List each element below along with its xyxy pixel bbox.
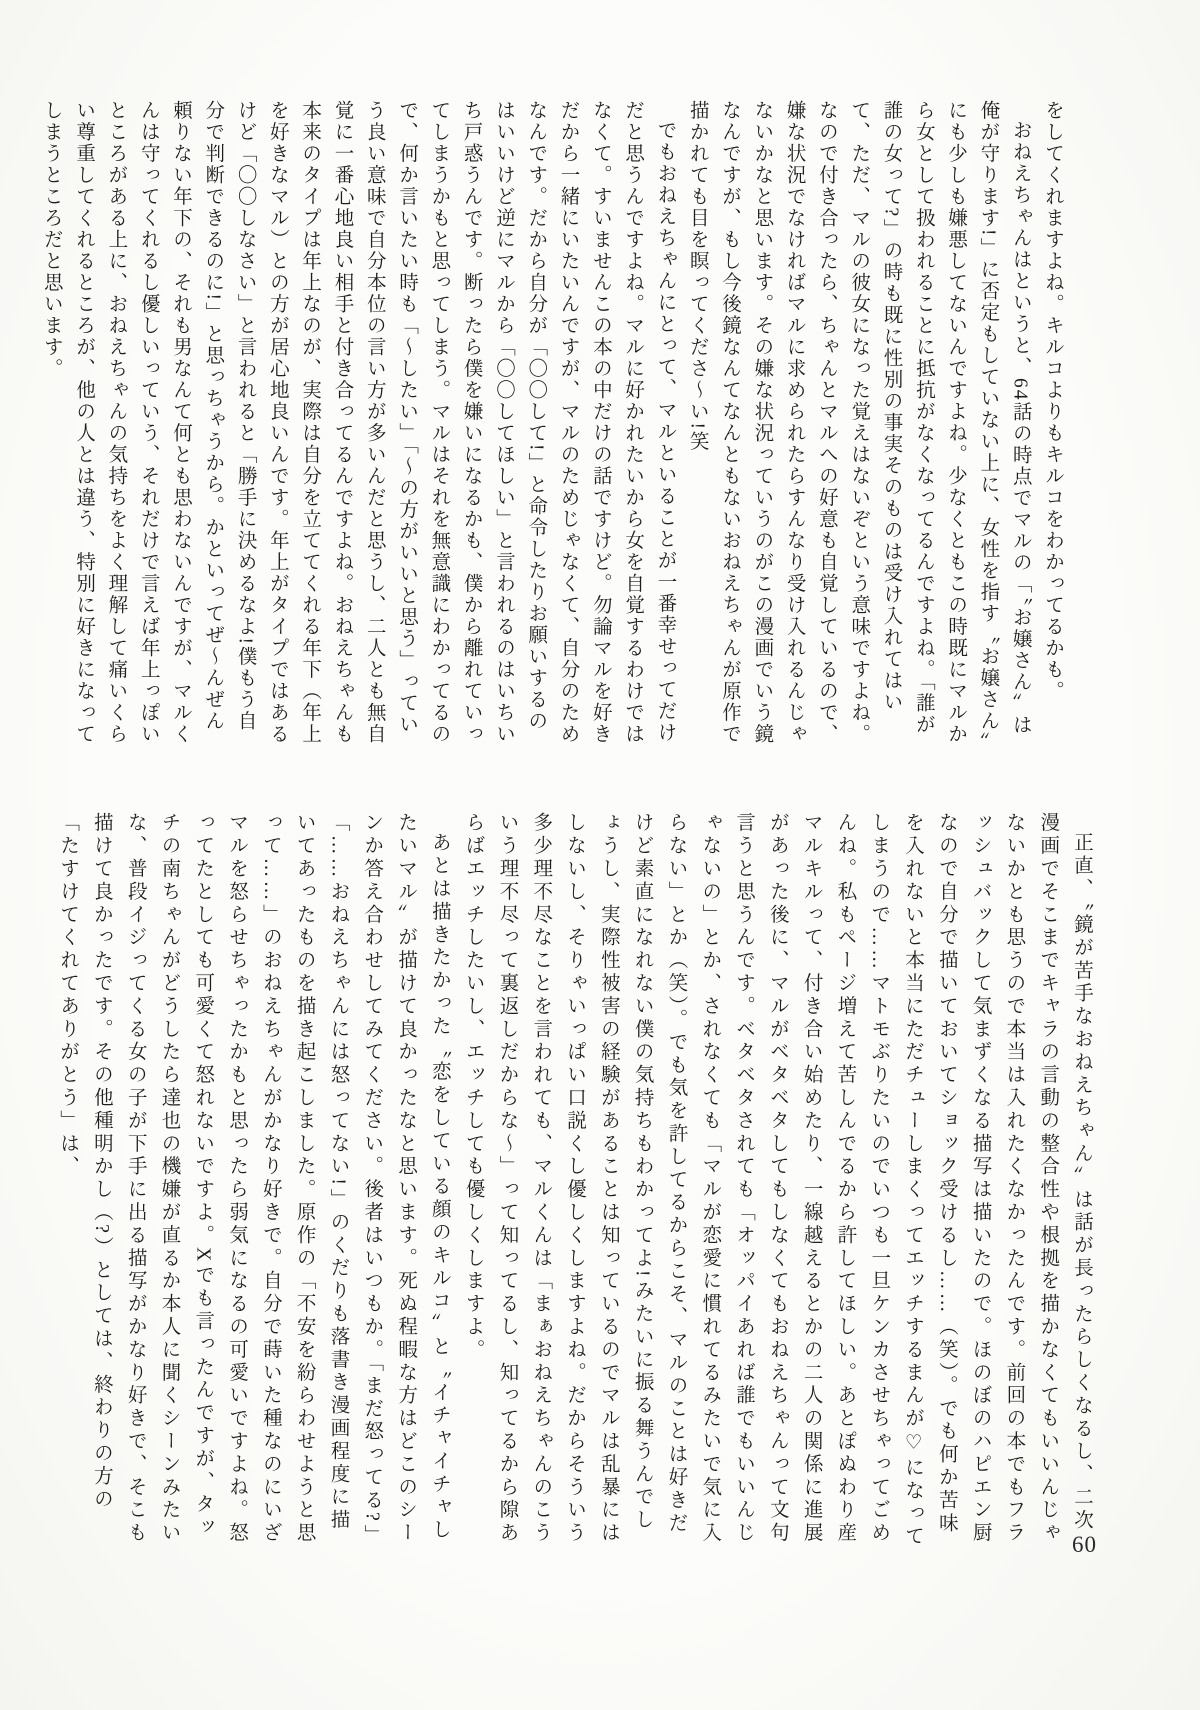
text-block-bottom [57,812,1098,1549]
paragraph: をしてくれますよね。キルコよりもキルコをわかってるかも。 [1042,100,1063,702]
paragraph: あとは描きたかった〝恋をしている顔のキルコ〟と〝イチャイチャしたいマル〟が描けて良かったなと思います。死ぬ程暇な方はどこのシーンか答え合わせしてみてください。後者はいつもか。「まだ怒ってる?」「……おねえちゃんには怒ってない!」のくだりも落書き漫画程度に描いてあったものを描き起こしました。原作の「不安を紛らわせようと思って……」のおねえちゃんがかなり好きで。自分で蒔いた種なのにいざマルを怒らせちゃったかもと思ったら弱気になるの可愛いですよね。怒ってたとしても可愛くて怒れないですよ。Xでも言ったんですが、タッチの南ちゃんがどうしたら達也の機嫌が直るか本人に聞くシーンみたいな、普段イジってくる女の子が下手に出る描写がかなり好きで、そこも描けて良かったです。その他種明かし（?）としては、終わりの方の「たすけてくれてありがとう」は、 [57,812,450,1548]
paragraph: 正直、〝鏡が苦手なおねえちゃん〟は話が長ったらしくなるし、二次漫画でそこまでキャラの言動の整合性や根拠を描かなくてもいいんじゃないかとも思うので本当は入れたくなかったんです。前回の本でもフラッシュバックして気まずくなる描写は描いたので。ほのぼのハピエン厨なので自分で描いておいてショック受けるし……（笑）。でも何か苦味を入れないと本当にただチューしまくってエッチするまんが♡になってしまうので……マトモぶりたいのでいつも一旦ケンカさせちゃってごめんね。私もページ増えて苦しんでるから許してほしい。あとぽぬわり産マルキルって、付き合い始めたり、一線越えるとかの二人の関係に進展があった後に、マルがベタベタしてもしなくてもおねえちゃんって文句言うと思うんです。ベタベタされても「オッパイあれば誰でもいいんじゃないの」とか、されなくても「マルが恋愛に慣れてるみたいで気に入らない」とか（笑）。でも気を許してるからこそ、マルのことは好きだけど素直になれない僕の気持ちもわかってよ!みたいに振る舞うんでしょうし、実際性被害の経験があることは知っているのでマルは乱暴にはしないし、そりゃいっぱい口説くし優しくしますよね。だからそういう多少理不尽なことを言われても、マルくんは「まぁおねえちゃんのこういう理不尽って裏返しだからな〜」って知ってるし、知ってるから隙あらばエッチしたいし、エッチしても優しくしますよ。 [462,812,1092,1549]
text-block-top [40,100,1068,750]
paragraph: でもおねえちゃんにとって、マルといることが一番幸せってだけだと思うんですよね。マルに好かれたいから女を自覚するわけではなくて。すいませんこの本の中だけの話ですけど。勿論マルを好きだから一緒にいたいんですが、マルのためじゃなくて、自分のためなんです。だから自分が「〇〇して!」と命令したりお願いするのはいいけど逆にマルから「〇〇してほしい」と言われるのはいちいち戸惑うんです。断ったら僕を嫌いになるかも、僕から離れていってしまうかもと思ってしまう。マルはそれを無意識にわかってるので、何か言いたい時も「〜したい」「〜の方がいいと思う」っていう良い意味で自分本位の言い方が多いんだと思うし、二人とも無自覚に一番心地良い相手と付き合ってるんですよね。おねえちゃんも本来のタイプは年上なのが、実際は自分を立ててくれる年下（年上を好きなマル）との方が居心地良いんです。年上がタイプではあるけど「〇〇しなさい」と言われると「勝手に決めるなよ!僕もう自分で判断できるのに!」と思っちゃうから。かといってぜ〜んぜん頼りない年下の、それも男なんて何とも思わないんですが、マルくんは守ってくれるし優しいっていう、それだけで言えば年上っぽいところがある上に、おねえちゃんの気持ちをよく理解して痛いくらい尊重してくれるところが、他の人とは違う、特別に好きになってしまうところだと思います。 [40,100,676,745]
page-number: 60 [1072,1532,1097,1557]
paragraph: おねえちゃんはというと、64話の時点でマルの「〝お嬢さん〟は俺が守ります!」に否定もしていない上に、女性を指す〝お嬢さん〟にも少しも嫌悪してないんですよね。少なくともこの時既にマルから女として扱われることに抵抗がなくなってるんですよね。「誰が誰の女って?」の時も既に性別の事実そのものは受け入れてはいて、ただ、マルの彼女になった覚えはないぞという意味ですよね。なので付き合ったら、ちゃんとマルへの好意も自覚しているので、嫌な状況でなければマルに求められたらすんなり受け入れるんじゃないかなと思います。その嫌な状況っていうのがこの漫画でいう鏡なんですが、もし今後鏡なんてなんともないおねえちゃんが原作で描かれても目を瞑ってくださ〜い!笑 [686,100,1031,745]
